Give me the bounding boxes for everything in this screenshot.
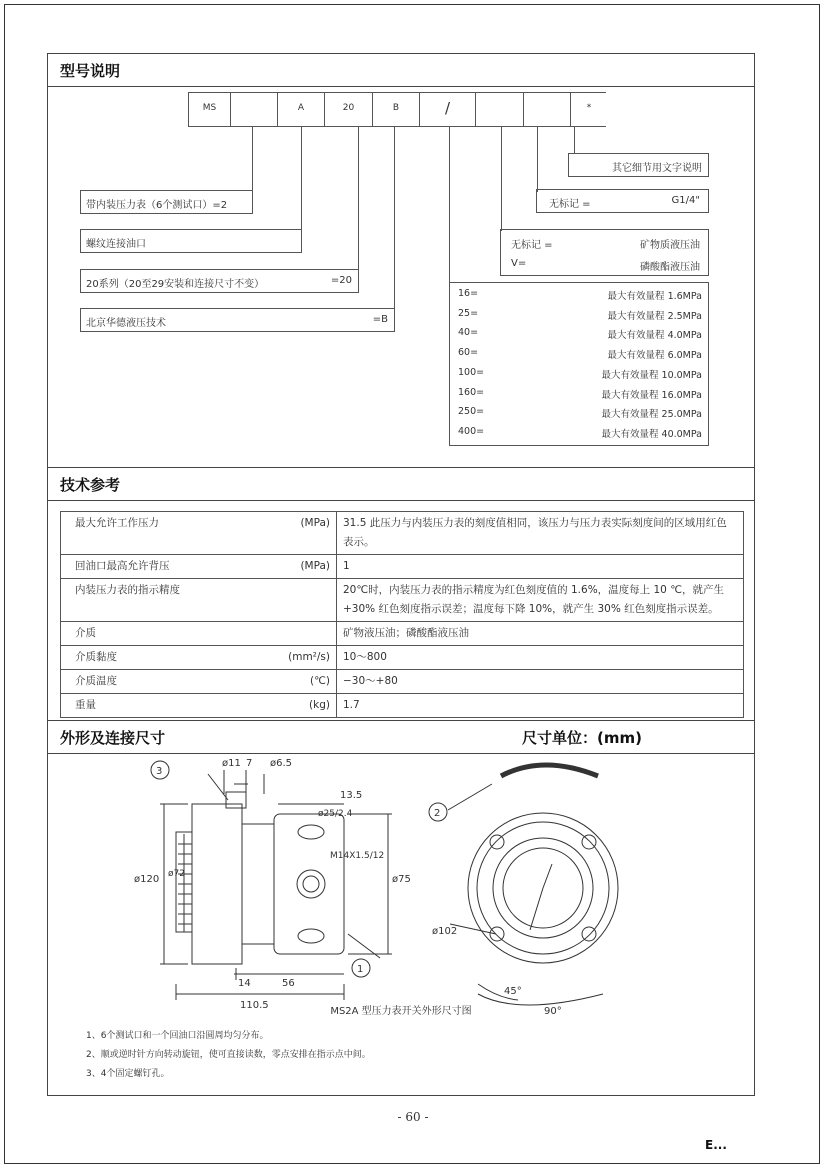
- model-code-20: 20: [325, 93, 373, 126]
- range-row: [450, 325, 708, 343]
- dim-1105-label: 110.5: [240, 1000, 269, 1011]
- item-gauge-text: 带内装压力表（6个测试口）=2: [86, 200, 228, 211]
- bolt-hole-bl: [490, 927, 504, 941]
- tech-param-name: 介质温度: [75, 675, 117, 687]
- callout-3-label: 3: [156, 766, 163, 777]
- flange-outline: [242, 824, 274, 944]
- tech-param-value: 1: [337, 555, 744, 579]
- tech-row: [61, 579, 744, 622]
- valve-block-outline: [274, 814, 344, 954]
- range-table: [449, 282, 709, 446]
- item-port-label: 无标记 =: [549, 199, 591, 210]
- leader-2: [448, 784, 492, 810]
- dimension-drawing: [48, 754, 754, 1014]
- dim-45-label: 45°: [504, 986, 522, 997]
- dim-d65-label: ø6.5: [270, 758, 293, 769]
- tech-param-cell: [61, 622, 337, 646]
- range-text: 最大有效量程 2.5MPa: [607, 310, 702, 322]
- tech-param-cell: [61, 694, 337, 718]
- tech-param-cell: [61, 579, 337, 622]
- item-port-value: G1/4": [671, 195, 700, 206]
- range-code: 16=: [458, 288, 479, 299]
- item-fluid-box: [500, 229, 709, 276]
- tech-param-name: 回油口最高允许背压: [75, 560, 170, 572]
- range-code: 100=: [458, 366, 485, 378]
- knob-grooves: [178, 844, 192, 924]
- dim-1105-line: [176, 984, 344, 1000]
- corner-mark: E...: [705, 1138, 727, 1152]
- dim-d25-label: ø25/2.4: [318, 809, 353, 819]
- connector-port: [537, 127, 538, 192]
- range-row: [450, 345, 708, 363]
- dim-d75-line: [348, 814, 392, 954]
- tech-param-unit: (MPa): [300, 517, 330, 529]
- range-row: [450, 424, 708, 442]
- range-code: 25=: [458, 307, 479, 319]
- item-fluid-a-value: 矿物质液压油: [640, 240, 700, 251]
- dial-pointer: [530, 864, 552, 930]
- item-series-text: 20系列（20至29安装和连接尺寸不变）: [86, 279, 265, 290]
- range-text: 最大有效量程 4.0MPa: [607, 330, 702, 342]
- leader-3: [208, 774, 228, 800]
- connector-gauge: [252, 127, 253, 199]
- model-section: [47, 53, 755, 468]
- center-port-inner: [303, 876, 319, 892]
- model-code-b: B: [373, 93, 420, 126]
- callout-2-label: 2: [434, 808, 441, 819]
- tech-param-value: 10～800: [337, 646, 744, 670]
- model-code-star: *: [586, 103, 592, 113]
- tech-section-header: [48, 468, 754, 501]
- center-port: [297, 870, 325, 898]
- tech-param-cell: [61, 512, 337, 555]
- tech-param-value: 31.5 此压力与内装压力表的刻度值相同，该压力与压力表实际刻度间的区域用红色表示。: [337, 512, 744, 555]
- top-port: [298, 825, 324, 839]
- tech-param-unit: (kg): [309, 699, 330, 711]
- model-code-slash: /: [420, 93, 476, 126]
- item-thread-text: 螺纹连接油口: [86, 239, 146, 250]
- dim-m14-label: M14X1.5/12: [330, 851, 385, 861]
- tech-row: [61, 670, 744, 694]
- dim-135-label: 13.5: [340, 790, 363, 801]
- item-thread-box: [80, 229, 302, 253]
- range-code: 60=: [458, 347, 479, 359]
- range-row: [450, 306, 708, 324]
- page-number: - 60 -: [397, 1110, 429, 1124]
- range-row: [450, 385, 708, 403]
- note-2: 2、顺或逆时针方向转动旋钮，使可直接读数，零点安排在指示点中间。: [86, 1050, 371, 1060]
- tech-table: [60, 511, 744, 718]
- tech-section: [47, 467, 755, 721]
- callout-1-label: 1: [357, 964, 364, 975]
- dim-7-label: 7: [246, 758, 253, 769]
- dims-section: [47, 720, 755, 1096]
- item-series-value: =20: [330, 275, 352, 286]
- item-fluid-b-label: V=: [511, 258, 527, 269]
- range-row: [450, 365, 708, 383]
- dim-d102-label: ø102: [432, 926, 458, 937]
- tech-param-name: 介质: [75, 627, 96, 639]
- dim-d11-label: ø11: [222, 758, 241, 769]
- dim-d120-label: ø120: [134, 874, 160, 885]
- connector-range: [449, 127, 450, 282]
- connector-maker: [394, 127, 395, 318]
- model-code-blank-2: [476, 93, 524, 126]
- range-code: 40=: [458, 327, 479, 339]
- dim-d72-label: ø72: [168, 869, 185, 879]
- range-text: 最大有效量程 25.0MPa: [601, 409, 702, 421]
- tech-row: [61, 622, 744, 646]
- rotate-arrow: [501, 765, 598, 776]
- tech-param-value: −30～+80: [337, 670, 744, 694]
- dim-top-lines: [224, 770, 264, 794]
- tech-section-title: 技术参考: [60, 476, 121, 494]
- dim-14-label: 14: [238, 978, 251, 989]
- dims-units-label: 尺寸单位：(mm): [522, 729, 642, 747]
- dim-d75-label: ø75: [392, 874, 411, 885]
- tech-param-name: 介质黏度: [75, 651, 117, 663]
- dims-section-title: 外形及连接尺寸: [60, 729, 166, 747]
- fitting-outline: [226, 792, 246, 808]
- tech-row: [61, 555, 744, 579]
- tech-param-name: 最大允许工作压力: [75, 517, 159, 529]
- drawing-caption: MS2A 型压力表开关外形尺寸图: [330, 1006, 472, 1017]
- model-section-header: [48, 54, 754, 87]
- bolt-hole-br: [582, 927, 596, 941]
- tech-row: [61, 646, 744, 670]
- item-maker-value: =B: [372, 314, 388, 325]
- bolt-hole-tr: [582, 835, 596, 849]
- dim-56-label: 56: [282, 978, 295, 989]
- tech-param-unit: (mm²/s): [288, 651, 330, 663]
- range-text: 最大有效量程 1.6MPa: [607, 291, 702, 302]
- tech-param-value: 1.7: [337, 694, 744, 718]
- tech-param-value: 20℃时，内装压力表的指示精度为红色刻度值的 1.6%，温度每上 10 ℃，就产生 +30% 红色刻度指示误差；温度每下降 10%，就产生 30% 红色刻度指示误差。: [337, 579, 744, 622]
- bottom-port: [298, 929, 324, 943]
- bolt-hole-tl: [490, 835, 504, 849]
- note-3: 3、4个固定螺钉孔。: [86, 1069, 170, 1079]
- tech-param-name: 重量: [75, 699, 96, 711]
- tech-row: [61, 512, 744, 555]
- range-code: 400=: [458, 425, 485, 437]
- item-fluid-a-label: 无标记 =: [511, 240, 553, 251]
- range-row: [450, 404, 708, 422]
- range-text: 最大有效量程 16.0MPa: [601, 389, 702, 401]
- dims-section-header: [48, 721, 754, 754]
- tech-param-name: 内装压力表的指示精度: [75, 584, 180, 596]
- dim-90-label: 90°: [544, 1006, 562, 1014]
- tech-param-unit: (MPa): [300, 560, 330, 572]
- model-section-title: 型号说明: [60, 62, 121, 80]
- item-other-box: [568, 153, 709, 177]
- tech-param-value: 矿物液压油；磷酸酯液压油: [337, 622, 744, 646]
- tech-param-cell: [61, 555, 337, 579]
- tech-row: [61, 694, 744, 718]
- range-text: 最大有效量程 40.0MPa: [601, 428, 702, 440]
- item-other-text: 其它细节用文字说明: [612, 163, 702, 174]
- model-code-blank-1: [231, 93, 278, 126]
- item-port-box: [536, 189, 709, 213]
- item-maker-box: [80, 308, 395, 332]
- tech-param-unit: (℃): [310, 675, 330, 687]
- model-code-a: A: [278, 93, 325, 126]
- model-code-blank-3: [524, 93, 571, 126]
- item-series-box: [80, 269, 359, 293]
- range-text: 最大有效量程 6.0MPa: [607, 350, 702, 362]
- model-strip-bottom-extension: [570, 126, 606, 127]
- connector-fluid: [501, 127, 502, 231]
- connector-thread: [301, 127, 302, 240]
- tech-param-cell: [61, 670, 337, 694]
- tech-param-cell: [61, 646, 337, 670]
- connector-other: [574, 127, 575, 153]
- item-maker-text: 北京华德液压技术: [86, 318, 166, 329]
- range-code: 250=: [458, 406, 485, 418]
- note-1: 1、6个测试口和一个回油口沿圆周均匀分布。: [86, 1031, 269, 1041]
- range-row: [450, 286, 708, 304]
- model-code-strip: [188, 92, 606, 127]
- item-fluid-b-value: 磷酸酯液压油: [640, 262, 700, 273]
- item-gauge-box: [80, 190, 253, 214]
- gauge-body-outline: [192, 804, 242, 964]
- model-code-ms: MS: [189, 93, 231, 126]
- range-code: 160=: [458, 386, 485, 398]
- connector-series: [358, 127, 359, 280]
- range-text: 最大有效量程 10.0MPa: [601, 369, 702, 381]
